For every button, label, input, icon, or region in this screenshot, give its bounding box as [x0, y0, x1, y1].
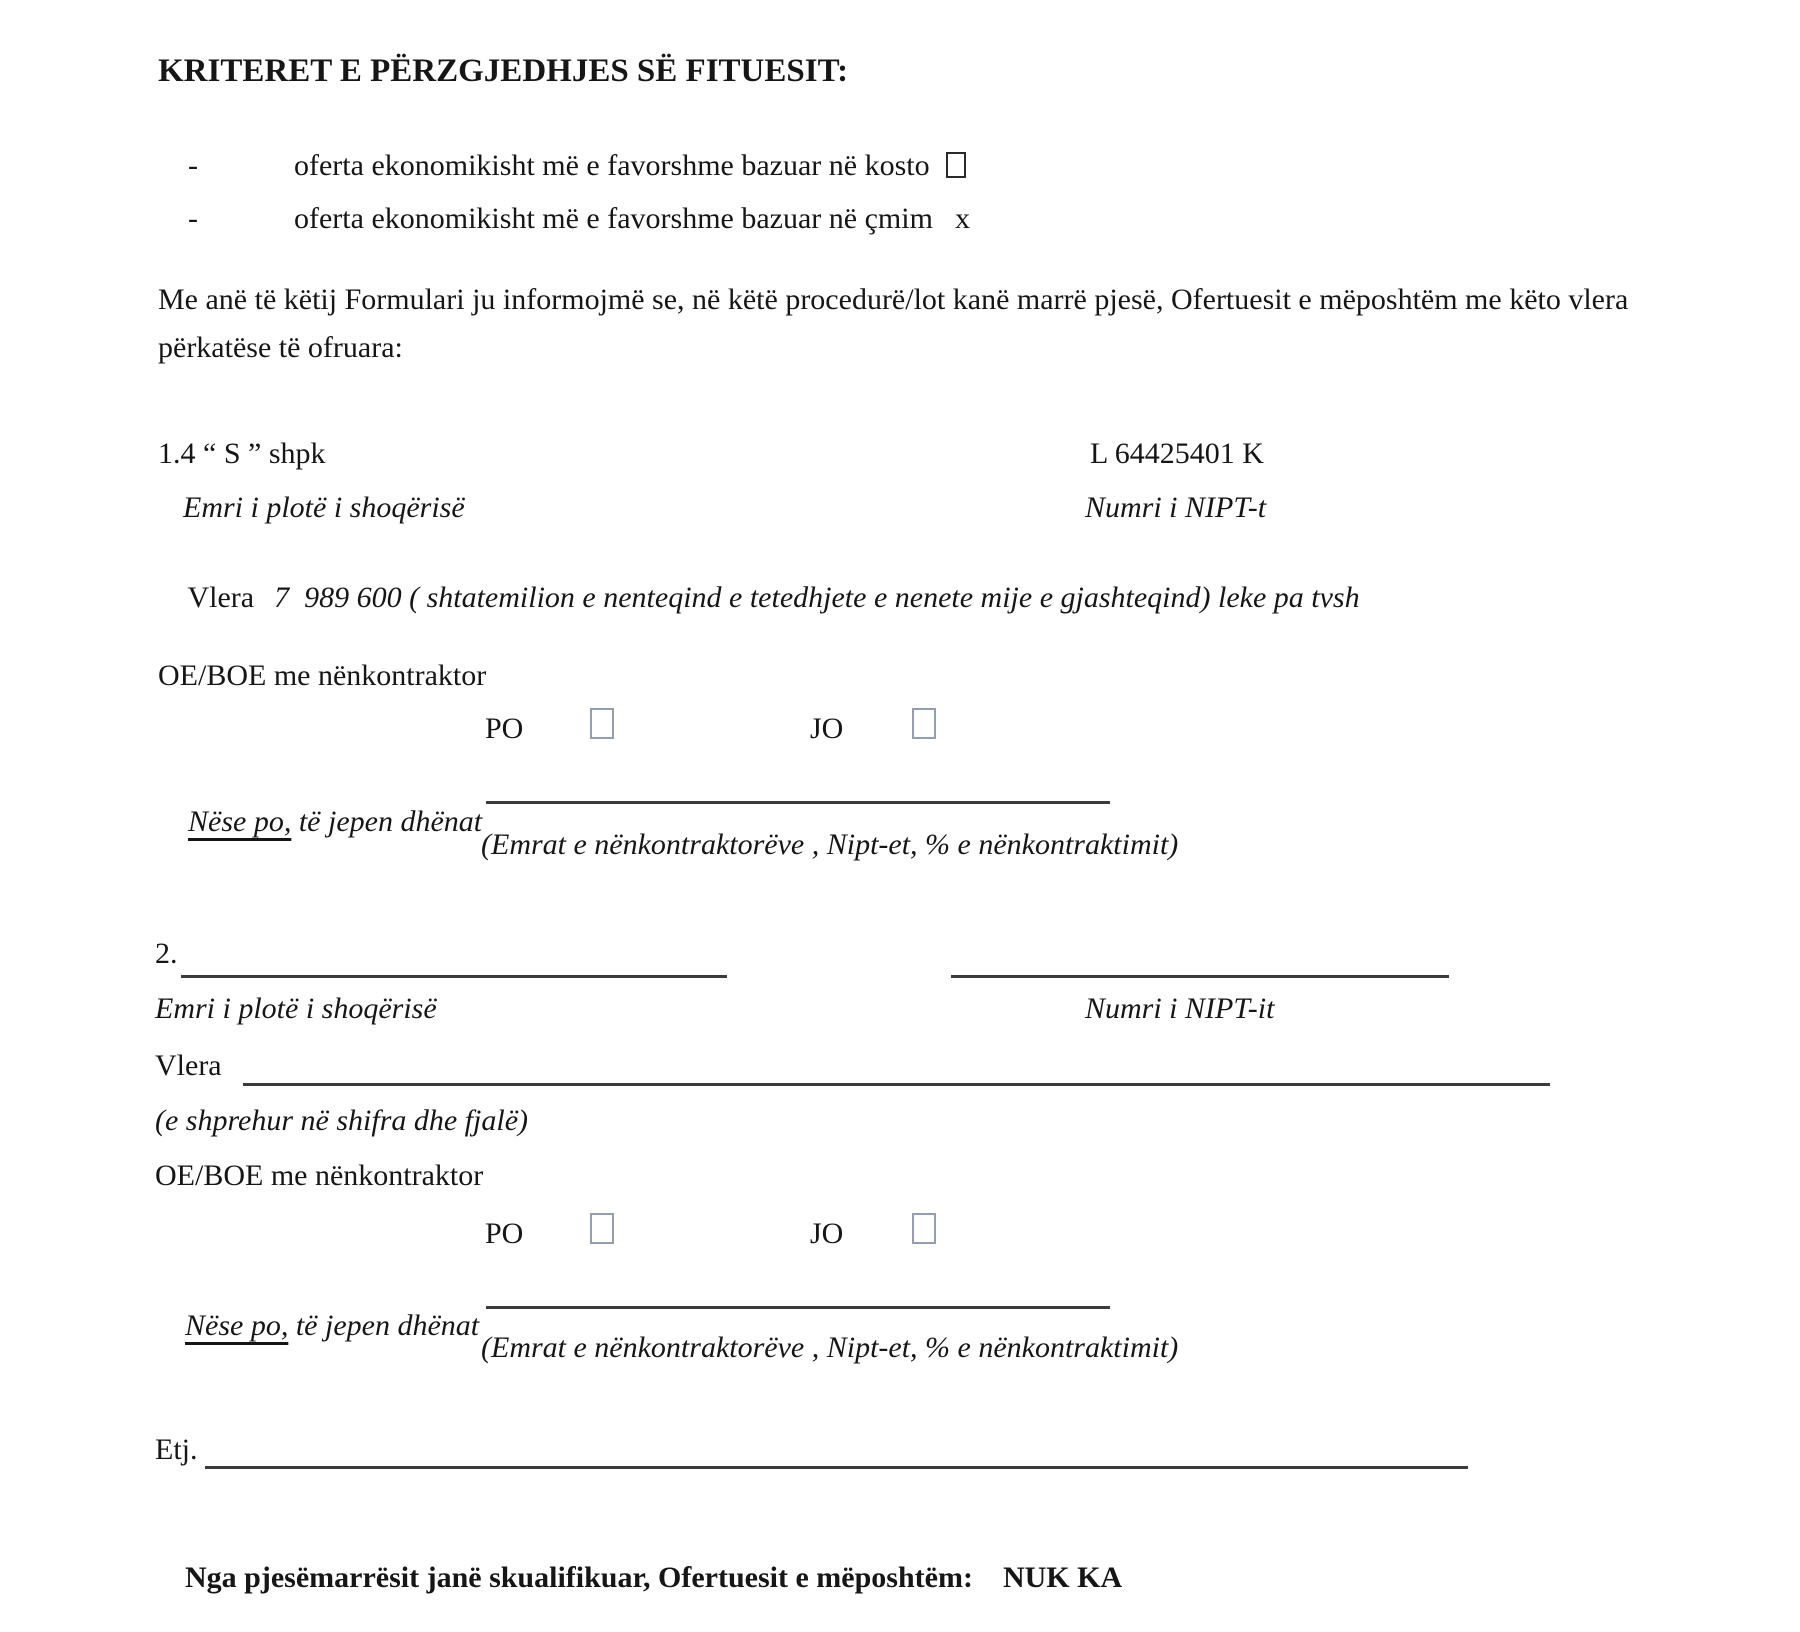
value-blank [243, 1083, 1550, 1086]
bullet-dash: - [188, 149, 198, 182]
criterion-cost-text: oferta ekonomikisht më e favorshme bazuar në kosto [294, 149, 930, 182]
if-yes-rest: të jepen dhënat [291, 805, 483, 838]
nipt-label: Numri i NIPT-it [1085, 992, 1275, 1025]
value-label: Vlera [155, 1049, 222, 1082]
if-yes-lead: Nëse po, [188, 805, 292, 838]
po-checkbox-icon [590, 708, 614, 739]
value-text: 7 989 600 ( shtatemilion e nenteqind e tetedhjete e nenete mije e gjashteqind) leke pa tvsh [274, 581, 1360, 614]
subcontractor-hint: (Emrat e nënkontraktorëve , Nipt-et, % e nënkontraktimit) [481, 1331, 1179, 1364]
etc-label: Etj. [155, 1433, 198, 1466]
nipt-label: Numri i NIPT-t [1085, 491, 1267, 524]
criterion-price-row [158, 165, 970, 273]
subcontractor-hint: (Emrat e nënkontraktorëve , Nipt-et, % e nënkontraktimit) [481, 828, 1179, 861]
bidder1-heading: 1.4 “ S ” shpk [158, 437, 326, 470]
if-yes-lead: Nëse po, [185, 1309, 289, 1342]
bullet-dash: - [188, 202, 198, 235]
intro-paragraph: Me anë të këtij Formulari ju informojmë se, në këtë procedurë/lot kanë marrë pjesë, Ofertuesit e mëposhtëm me këto vlera përkatëse të ofruara: [158, 283, 1629, 364]
jo-label: JO [810, 1217, 844, 1250]
subcontractor-data-blank [486, 801, 1110, 804]
company-name-label: Emri i plotë i shoqërisë [155, 992, 437, 1025]
criterion-price-text: oferta ekonomikisht më e favorshme bazuar në çmim [294, 202, 933, 235]
po-checkbox-icon [590, 1213, 614, 1244]
disqualified-label: Nga pjesëmarrësit janë skualifikuar, Ofertuesit e mëposhtëm: [185, 1561, 973, 1594]
disqualified-row [155, 1524, 1122, 1632]
if-yes-note [155, 1272, 479, 1380]
company-name-label: Emri i plotë i shoqërisë [183, 491, 465, 524]
bidder1-nipt-value: L 64425401 K [1090, 437, 1264, 470]
po-label: PO [485, 1217, 524, 1250]
bidder1-value-row [158, 544, 1360, 652]
po-label: PO [485, 712, 524, 745]
if-yes-rest: të jepen dhënat [288, 1309, 480, 1342]
subcontractor-label: OE/BOE me nënkontraktor [155, 1159, 484, 1192]
bidder2-name-blank [181, 975, 727, 978]
jo-checkbox-icon [912, 708, 936, 739]
value-label: Vlera [187, 581, 255, 614]
x-mark: x [954, 202, 970, 235]
bidder2-nipt-blank [951, 975, 1449, 978]
value-hint: (e shprehur në shifra dhe fjalë) [155, 1104, 528, 1137]
jo-checkbox-icon [912, 1213, 936, 1244]
page-title: KRITERET E PËRZGJEDHJES SË FITUESIT: [158, 53, 849, 89]
if-yes-note [158, 768, 482, 876]
subcontractor-label: OE/BOE me nënkontraktor [158, 659, 487, 692]
jo-label: JO [810, 712, 844, 745]
bidder2-number: 2. [155, 937, 178, 970]
etc-blank [205, 1466, 1468, 1469]
subcontractor-data-blank [486, 1306, 1110, 1309]
disqualified-value: NUK KA [1002, 1561, 1123, 1594]
